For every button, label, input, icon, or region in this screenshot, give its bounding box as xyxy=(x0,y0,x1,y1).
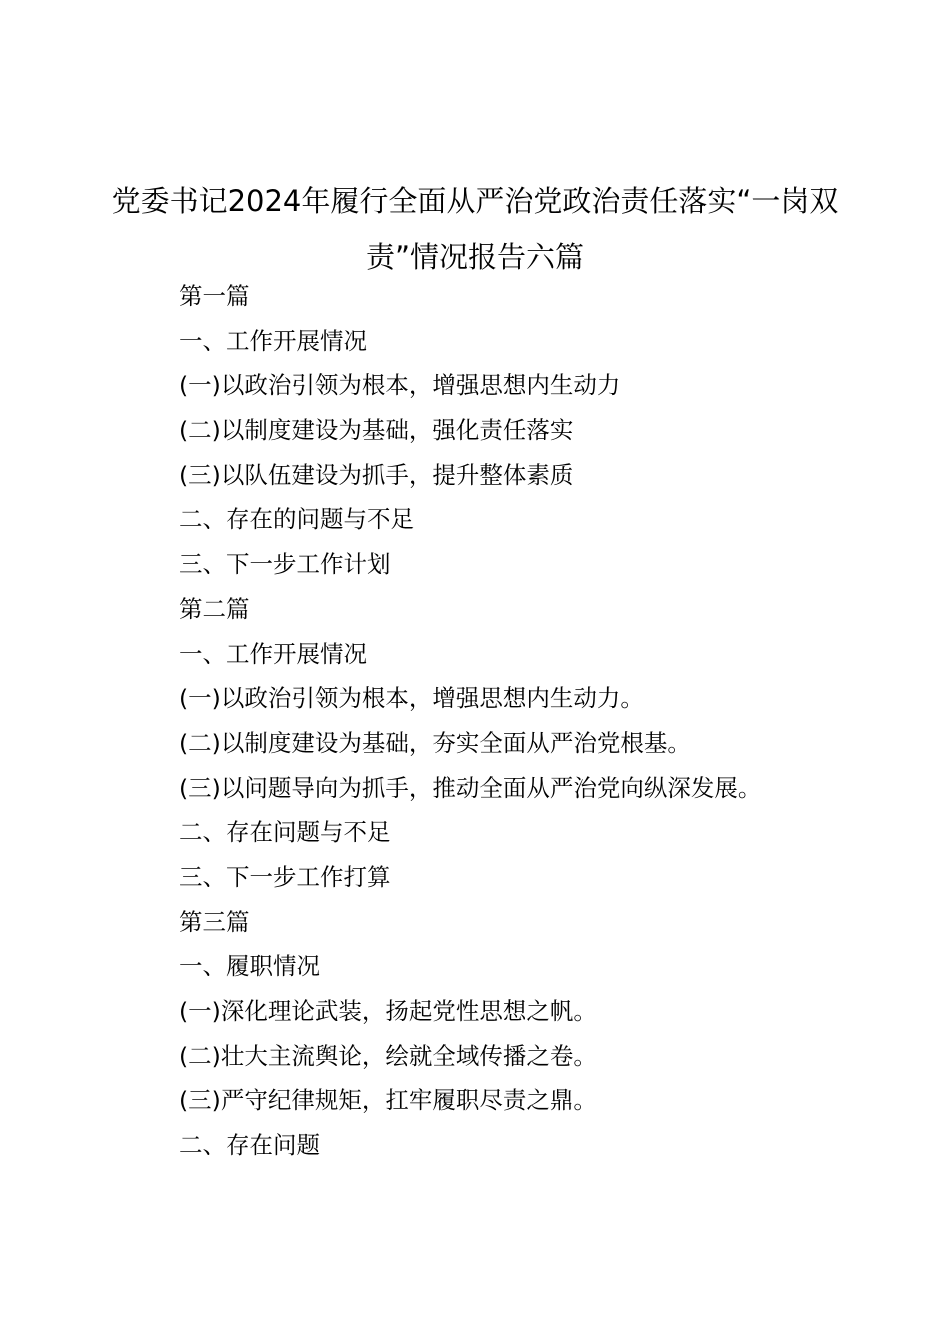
outline-line: 三、下一步工作打算 xyxy=(179,862,391,891)
outline-line: 一、履职情况 xyxy=(179,952,320,981)
outline-line: (三)以队伍建设为抓手，提升整体素质 xyxy=(179,460,574,489)
outline-line: 一、工作开展情况 xyxy=(179,639,367,668)
outline-line: 一、工作开展情况 xyxy=(179,326,367,355)
document-title: 党委书记2024年履行全面从严治党政治责任落实“一岗双责”情况报告六篇 xyxy=(111,184,839,274)
outline-line: 二、存在问题 xyxy=(179,1131,320,1160)
section-heading: 第一篇 xyxy=(179,282,250,310)
outline-line: (三)以问题导向为抓手，推动全面从严治党向纵深发展。 xyxy=(179,773,762,802)
section-heading: 第三篇 xyxy=(179,907,250,936)
section-heading: 第二篇 xyxy=(179,594,250,623)
outline-line: (一)深化理论武装，扬起党性思想之帆。 xyxy=(179,997,597,1025)
document-outline xyxy=(179,278,879,1172)
outline-line: 二、存在的问题与不足 xyxy=(179,505,414,534)
outline-line: (二)以制度建设为基础，夯实全面从严治党根基。 xyxy=(179,728,691,757)
outline-line: (二)壮大主流舆论，绘就全域传播之卷。 xyxy=(179,1041,597,1070)
outline-line: (三)严守纪律规矩，扛牢履职尽责之鼎。 xyxy=(179,1086,597,1115)
outline-line: (一)以政治引领为根本，增强思想内生动力 xyxy=(179,371,621,400)
outline-line: (二)以制度建设为基础，强化责任落实 xyxy=(179,416,574,445)
outline-line: (一)以政治引领为根本，增强思想内生动力。 xyxy=(179,684,644,713)
outline-line: 二、存在问题与不足 xyxy=(179,818,391,847)
outline-line: 三、下一步工作计划 xyxy=(179,550,391,579)
